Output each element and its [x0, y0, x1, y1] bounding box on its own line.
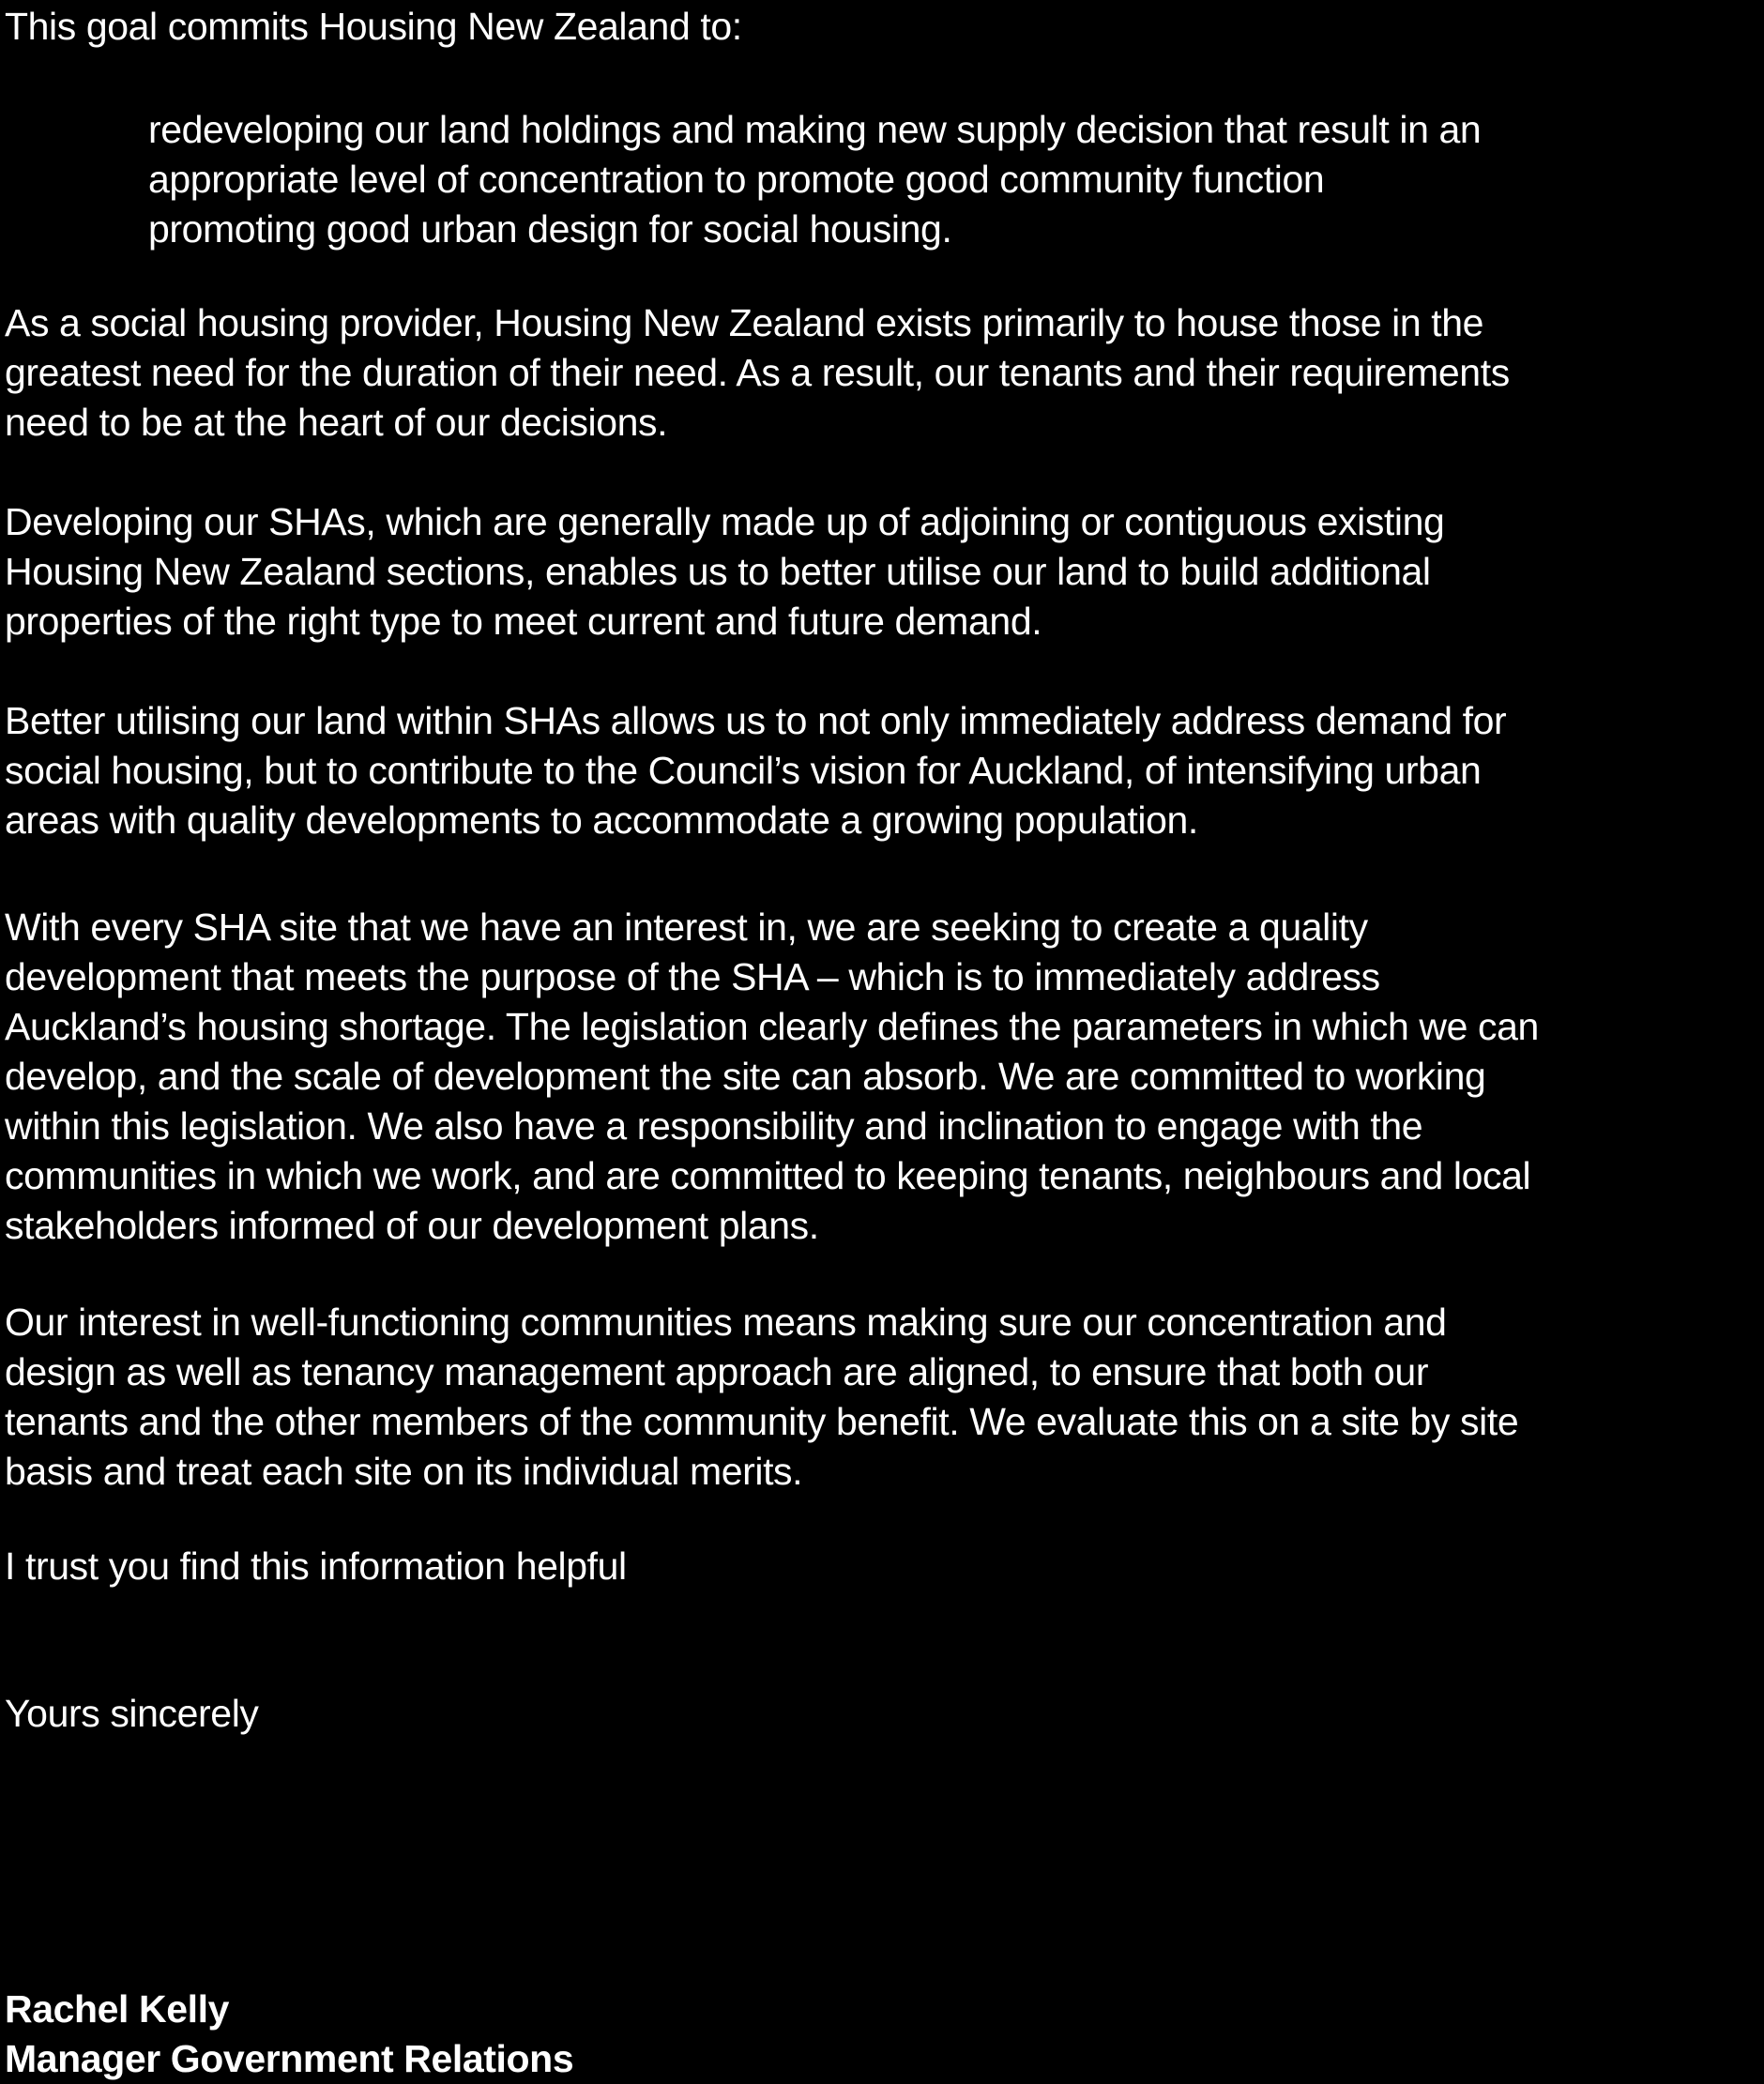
text-line: greatest need for the duration of their need. As a result, our tenants and their requirements: [5, 351, 1510, 394]
paragraph-every-sha-site: [5, 903, 1764, 1251]
text-line: redeveloping our land holdings and making new supply decision that result in an: [148, 108, 1482, 151]
text-line: As a social housing provider, Housing New Zealand exists primarily to house those in the: [5, 301, 1484, 344]
text-line: within this legislation. We also have a responsibility and inclination to engage with the: [5, 1104, 1423, 1148]
text-line: appropriate level of concentration to promote good community function: [148, 158, 1325, 201]
text-line: Our interest in well-functioning communities means making sure our concentration and: [5, 1301, 1447, 1344]
text-line: Housing New Zealand sections, enables us to better utilise our land to build additional: [5, 550, 1431, 593]
text-line: promoting good urban design for social housing.: [148, 207, 952, 251]
text-line: social housing, but to contribute to the Council’s vision for Auckland, of intensifying urban: [5, 749, 1482, 792]
paragraph-well-functioning-communities: [5, 1298, 1764, 1497]
commitment-indented-block: [148, 105, 1764, 254]
text-line: basis and treat each site on its individual merits.: [5, 1450, 803, 1493]
text-line: need to be at the heart of our decisions.: [5, 401, 668, 444]
text-line: communities in which we work, and are committed to keeping tenants, neighbours and local: [5, 1154, 1531, 1197]
text-line: Developing our SHAs, which are generally made up of adjoining or contiguous existing: [5, 500, 1445, 543]
text-line: This goal commits Housing New Zealand to:: [5, 5, 742, 48]
text-line: stakeholders informed of our development plans.: [5, 1204, 819, 1247]
paragraph-social-housing-provider: [5, 298, 1764, 448]
paragraph-better-utilising: [5, 696, 1764, 845]
text-line: areas with quality developments to accommodate a growing population.: [5, 799, 1198, 842]
intro-line: [5, 2, 1764, 52]
text-line: Yours sincerely: [5, 1692, 259, 1735]
closing-line: [5, 1542, 1764, 1591]
text-line: development that meets the purpose of the SHA – which is to immediately address: [5, 955, 1380, 998]
text-line: design as well as tenancy management approach are aligned, to ensure that both our: [5, 1350, 1429, 1393]
signature-block: [5, 1985, 1764, 2084]
letter-body: [5, 2, 1764, 2080]
text-line: With every SHA site that we have an interest in, we are seeking to create a quality: [5, 905, 1368, 949]
text-line: I trust you find this information helpful: [5, 1544, 627, 1588]
signoff: [5, 1689, 1764, 1739]
text-line: Auckland’s housing shortage. The legislation clearly defines the parameters in which we can: [5, 1005, 1539, 1048]
text-line: develop, and the scale of development the site can absorb. We are committed to working: [5, 1055, 1486, 1098]
text-line: Better utilising our land within SHAs allows us to not only immediately address demand for: [5, 699, 1507, 742]
text-line: Manager Government Relations: [5, 2037, 574, 2080]
paragraph-developing-shas: [5, 497, 1764, 646]
text-line: properties of the right type to meet current and future demand.: [5, 600, 1042, 643]
text-line: Rachel Kelly: [5, 1987, 230, 2031]
text-line: tenants and the other members of the community benefit. We evaluate this on a site by site: [5, 1400, 1519, 1443]
